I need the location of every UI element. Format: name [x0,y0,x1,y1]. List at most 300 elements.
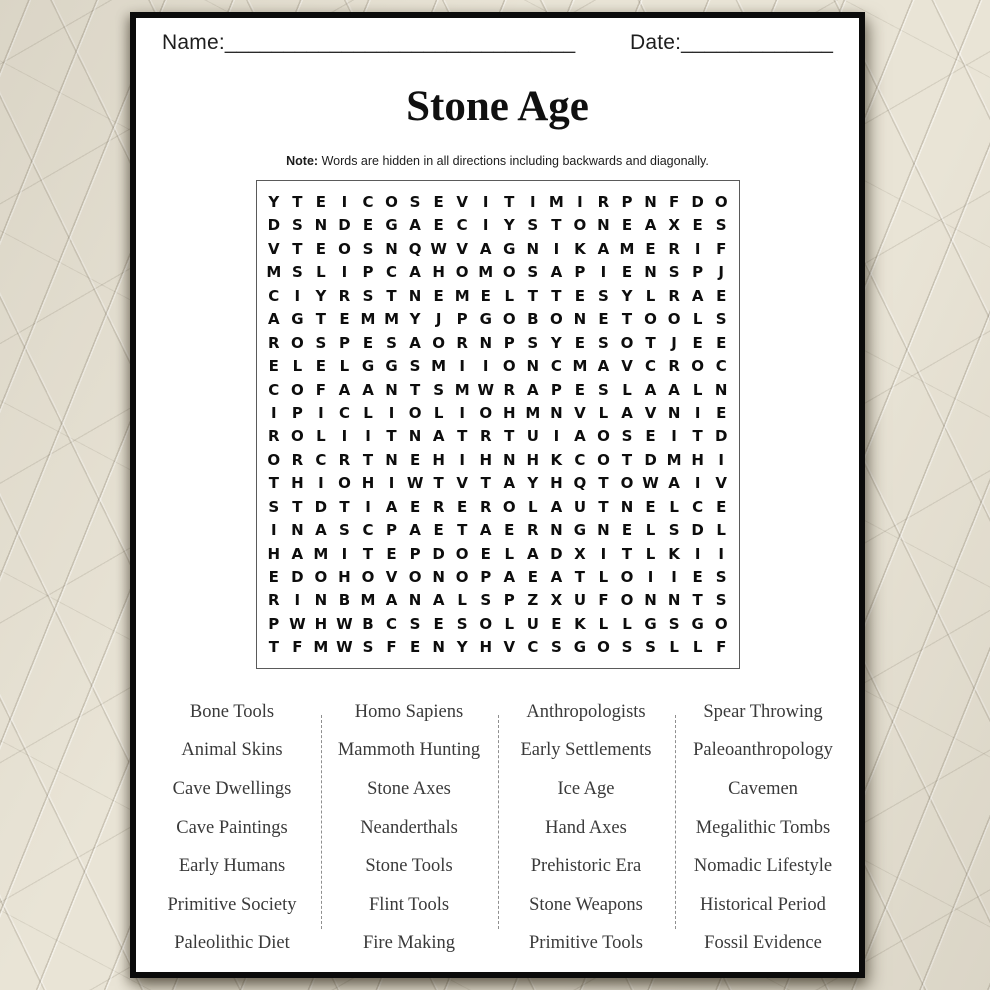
word-item: Ice Age [557,779,615,800]
grid-letter: S [598,286,609,305]
grid-letter: D [314,497,328,516]
grid-letter: V [456,239,468,258]
grid-letter: C [715,357,727,376]
grid-letter: A [338,380,351,399]
grid-letter: C [574,450,586,469]
grid-letter: F [386,638,397,657]
grid-letter: L [645,286,656,305]
grid-letter: O [455,568,469,587]
grid-letter: S [715,310,727,329]
grid-letter: H [361,474,375,493]
grid-letter: O [267,450,281,469]
grid-letter: A [291,544,304,563]
grid-letter: L [528,497,538,516]
grid-letter: E [480,544,491,563]
grid-letter: A [550,568,563,587]
grid-letter: D [691,193,704,212]
grid-letter: L [645,544,656,563]
grid-letter: P [692,263,704,282]
grid-letter: W [336,638,353,657]
grid-letter: E [339,310,350,329]
grid-letter: S [668,521,680,540]
grid-letter: S [362,638,374,657]
note [136,154,859,168]
grid-letter: L [598,568,609,587]
grid-letter: A [644,380,657,399]
grid-letter: I [482,193,489,212]
grid-letter: N [644,591,657,610]
name-blank-line: ______________________________ [224,31,576,54]
grid-letter: S [409,193,421,212]
grid-letter: N [314,591,328,610]
grid-letter: H [526,450,540,469]
grid-letter: A [691,286,704,305]
grid-letter: L [457,591,467,610]
grid-letter: T [692,591,703,610]
grid-letter: R [668,239,680,258]
grid-letter: O [620,333,634,352]
grid-letter: A [385,591,398,610]
grid-letter: C [692,497,704,516]
grid-letter: H [432,450,445,469]
grid-letter: U [573,591,586,610]
grid-letter: O [408,403,422,422]
grid-letter: R [268,333,280,352]
word-item: Bone Tools [189,701,275,722]
grid-letter: A [409,521,421,540]
grid-letter: N [714,380,728,399]
header [162,31,833,55]
word-item: Paleolithic Diet [174,933,290,954]
grid-letter: I [647,568,654,587]
grid-letter: R [432,497,445,516]
grid-letter: T [598,497,609,516]
grid-letter: M [454,380,470,399]
grid-letter: N [479,333,492,352]
word-item: Paleoanthropology [693,740,833,761]
grid-letter: L [622,380,632,399]
grid-letter: A [574,427,586,446]
grid-letter: A [550,263,563,282]
grid-letter: M [431,357,447,376]
grid-letter: I [718,544,724,563]
grid-letter: W [336,614,353,633]
grid-letter: S [527,216,539,235]
grid-letter: T [362,450,374,469]
grid-letter: P [409,544,421,563]
grid-letter: W [477,380,494,399]
grid-letter: O [691,357,705,376]
grid-letter: H [338,568,351,587]
grid-letter: X [668,216,680,235]
grid-letter: V [268,239,280,258]
grid-letter: O [714,614,728,633]
word-item: Mammoth Hunting [337,740,481,761]
grid-letter: N [432,638,445,657]
grid-letter: M [313,544,329,563]
word-list [144,693,852,963]
grid-letter: A [409,263,421,282]
grid-letter: T [292,497,303,516]
grid-letter: T [268,474,279,493]
grid-letter: N [408,286,422,305]
grid-letter: C [268,380,280,399]
grid-letter: Y [456,638,468,657]
grid-letter: A [479,239,492,258]
grid-letter: E [621,263,633,282]
grid-letter: E [574,380,586,399]
grid-letter: H [550,474,563,493]
grid-letter: S [715,568,727,587]
grid-letter: S [527,333,539,352]
grid-letter: E [692,333,703,352]
grid-letter: E [433,521,444,540]
grid-letter: E [386,544,397,563]
grid-letter: E [716,333,727,352]
grid-letter: E [268,568,279,587]
grid-letter: R [479,497,492,516]
grid-letter: L [433,403,444,422]
grid-letter: O [361,568,375,587]
grid-letter: T [574,568,586,587]
grid-letter: F [292,638,303,657]
grid-letter: L [316,427,326,446]
grid-letter: S [668,614,680,633]
date-label: Date: [629,31,682,54]
grid-letter: N [526,357,540,376]
grid-letter: E [621,521,633,540]
grid-letter: I [271,403,277,422]
grid-letter: N [385,450,398,469]
grid-letter: D [267,216,281,235]
word-item: Primitive Society [167,894,297,915]
grid-letter: H [691,450,704,469]
grid-letter: V [385,568,398,587]
grid-letter: S [456,614,468,633]
grid-letter: H [267,544,281,563]
grid-letter: E [315,357,327,376]
grid-letter: I [694,474,701,493]
grid-letter: T [480,474,491,493]
grid-letter: S [339,521,350,540]
grid-letter: I [600,544,607,563]
grid-letter: I [388,474,395,493]
grid-letter: L [645,521,656,540]
grid-letter: U [526,427,539,446]
grid-letter: W [430,239,447,258]
grid-letter: O [385,193,398,212]
grid-letter: O [597,450,610,469]
grid-letter: N [597,216,610,235]
grid-letter: O [620,591,634,610]
grid-letter: W [289,614,306,633]
grid-letter: I [600,263,607,282]
grid-letter: K [574,239,586,258]
grid-letter: L [669,638,679,657]
grid-letter: O [502,310,516,329]
grid-letter: L [363,403,373,422]
grid-letter: O [502,357,516,376]
name-field [162,31,575,55]
grid-letter: N [432,568,445,587]
grid-letter: C [362,521,374,540]
grid-letter: V [621,357,633,376]
grid-letter: M [360,591,376,610]
grid-letter: L [692,380,703,399]
grid-letter: I [388,403,395,422]
grid-letter: A [668,380,680,399]
grid-letter: L [598,403,609,422]
grid-letter: L [339,357,350,376]
grid-letter: S [480,591,492,610]
grid-letter: N [291,521,304,540]
grid-letter: C [645,357,657,376]
grid-letter: H [502,403,516,422]
grid-letter: R [668,286,680,305]
word-item: Fossil Evidence [704,933,822,954]
grid-letter: E [433,216,444,235]
grid-letter: T [386,427,397,446]
grid-letter: Z [527,591,539,610]
grid-letter: N [408,427,422,446]
grid-letter: A [268,310,280,329]
grid-letter: S [550,638,562,657]
grid-letter: P [503,333,515,352]
grid-letter: D [291,568,304,587]
grid-letter: I [341,193,348,212]
grid-letter: A [597,239,610,258]
date-field [630,31,833,55]
grid-letter: O [573,216,587,235]
grid-letter: N [526,239,540,258]
grid-letter: F [315,380,327,399]
grid-letter: I [459,357,465,376]
grid-letter: O [597,638,610,657]
grid-letter: P [503,591,515,610]
grid-letter: T [457,427,468,446]
grid-letter: I [482,216,489,235]
grid-letter: W [642,474,659,493]
grid-letter: L [504,544,515,563]
grid-letter: U [573,497,586,516]
name-label: Name: [162,31,225,54]
grid-letter: E [527,568,538,587]
grid-letter: G [644,614,657,633]
grid-letter: E [621,216,633,235]
grid-letter: T [292,193,303,212]
grid-letter: J [718,263,724,282]
grid-letter: R [479,427,492,446]
grid-letter: N [644,193,657,212]
grid-letter: W [406,474,424,493]
word-item: Neanderthals [360,817,458,838]
grid-letter: E [645,239,656,258]
grid-letter: N [667,403,681,422]
grid-letter: E [315,193,327,212]
word-item: Cave Paintings [176,817,288,838]
grid-letter: M [478,263,494,282]
grid-letter: I [694,544,701,563]
grid-letter: L [622,614,632,633]
word-list-column [144,693,321,963]
grid-letter: F [716,239,727,258]
grid-letter: E [315,239,327,258]
word-item: Stone Axes [367,779,451,800]
grid-letter: A [479,521,492,540]
grid-letter: P [268,614,280,633]
grid-letter: R [291,450,304,469]
grid-letter: N [408,591,422,610]
grid-letter: A [527,380,539,399]
grid-letter: J [435,310,442,329]
grid-letter: R [456,333,468,352]
grid-letter: B [362,614,374,633]
grid-letter: A [527,544,539,563]
grid-letter: L [669,497,679,516]
grid-letter: T [315,310,327,329]
grid-letter: T [598,474,609,493]
grid-letter: O [338,474,351,493]
grid-letter: E [504,521,515,540]
grid-letter: P [386,521,398,540]
word-item: Prehistoric Era [530,856,642,877]
grid-letter: E [268,357,279,376]
grid-letter: P [338,333,350,352]
grid-letter: A [409,333,421,352]
grid-letter: S [268,497,280,516]
grid-letter: S [668,263,680,282]
grid-letter: M [572,357,588,376]
grid-letter: L [716,521,726,540]
grid-letter: C [268,286,280,305]
grid-letter: M [266,263,282,282]
grid-letter: G [573,638,587,657]
grid-letter: E [645,497,656,516]
word-list-column [321,693,498,963]
grid-letter: T [551,216,562,235]
grid-letter: A [550,497,563,516]
word-item: Stone Tools [365,856,453,877]
grid-letter: N [385,239,398,258]
grid-letter: N [597,521,610,540]
grid-letter: A [385,497,398,516]
grid-letter: D [432,544,445,563]
grid-letter: R [597,193,610,212]
word-item: Fire Making [363,933,455,954]
grid-letter: E [692,568,703,587]
grid-letter: O [597,427,610,446]
grid-letter: M [313,638,329,657]
grid-letter: M [666,450,682,469]
grid-letter: P [574,263,586,282]
grid-letter: S [527,263,539,282]
grid-letter: U [526,614,539,633]
grid-letter: Q [573,474,587,493]
grid-letter: N [573,310,587,329]
grid-letter: T [621,450,633,469]
word-item: Homo Sapiens [354,701,464,722]
grid-letter: N [644,263,657,282]
grid-letter: N [385,380,398,399]
grid-letter: I [459,403,465,422]
grid-letter: V [644,403,657,422]
grid-letter: A [432,591,445,610]
grid-letter: Y [503,216,515,235]
grid-letter: S [715,591,727,610]
grid-letter: E [598,310,609,329]
grid-letter: H [291,474,304,493]
grid-letter: E [362,216,374,235]
grid-letter: O [644,310,657,329]
grid-letter: I [365,427,371,446]
grid-letter: T [527,286,538,305]
grid-letter: M [454,286,470,305]
grid-letter: T [362,544,374,563]
grid-letter: S [362,286,374,305]
word-item: Early Settlements [520,740,652,761]
grid-letter: A [597,357,610,376]
grid-letter: D [644,450,657,469]
note-text: Words are hidden in all directions including backwards and diagonally. [318,154,709,169]
grid-letter: N [502,450,516,469]
word-item: Cavemen [728,779,798,800]
grid-letter: O [290,333,304,352]
grid-letter: T [457,521,468,540]
grid-letter: T [504,427,515,446]
word-item: Primitive Tools [529,933,643,954]
grid-letter: I [318,403,324,422]
grid-letter: K [550,450,563,469]
grid-letter: A [621,403,633,422]
grid-letter: M [548,193,564,212]
grid-letter: N [620,497,634,516]
grid-letter: O [502,263,516,282]
grid-letter: O [620,474,634,493]
grid-letter: A [432,427,445,446]
grid-letter: V [715,474,727,493]
grid-letter: L [504,614,515,633]
grid-letter: R [268,427,280,446]
grid-letter: K [668,544,680,563]
grid-letter: Y [409,310,421,329]
grid-letter: R [268,591,280,610]
grid-letter: I [577,193,583,212]
grid-letter: T [621,310,633,329]
grid-letter: A [409,216,421,235]
grid-letter: V [456,474,468,493]
date-blank-line: _____________ [681,31,833,54]
grid-letter: O [455,544,469,563]
word-item: Hand Axes [545,817,627,838]
grid-letter: D [550,544,563,563]
grid-letter: X [550,591,563,610]
grid-letter: I [459,450,465,469]
grid-letter: E [574,286,586,305]
grid-letter: E [457,497,468,516]
grid-letter: O [338,239,351,258]
grid-letter: E [480,286,491,305]
grid-letter: L [598,614,609,633]
word-item: Anthropologists [526,701,646,722]
grid-letter: O [479,614,493,633]
grid-letter: T [692,427,703,446]
grid-letter: I [671,427,677,446]
grid-letter: G [361,357,375,376]
grid-letter: A [644,216,657,235]
grid-letter: C [550,357,562,376]
grid-letter: N [550,403,563,422]
grid-letter: T [339,497,350,516]
